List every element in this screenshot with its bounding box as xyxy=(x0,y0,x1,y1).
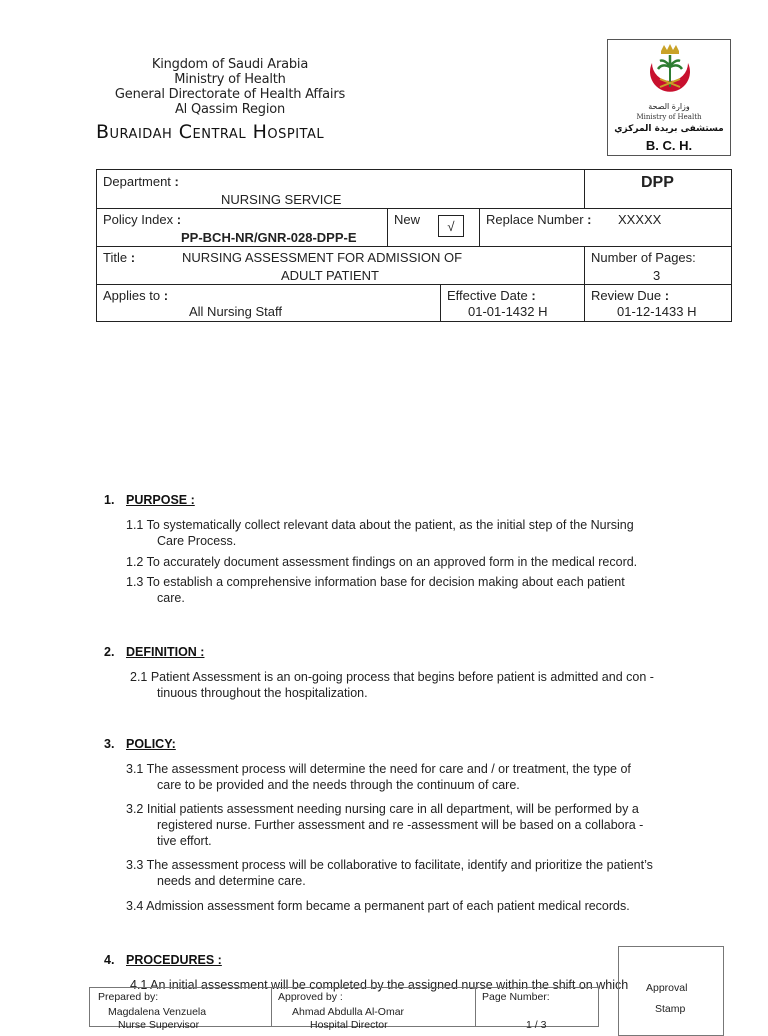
effective-date-label: Effective Date xyxy=(447,288,528,303)
dpp-cell xyxy=(584,169,732,209)
header-line-ministry: Ministry of Health xyxy=(174,72,286,87)
approved-by-role: Hospital Director xyxy=(310,1019,388,1031)
department-value: NURSING SERVICE xyxy=(221,192,342,207)
dpp-label: DPP xyxy=(641,174,674,191)
policy-index-cell: Policy Index : PP-BCH-NR/GNR-028-DPP-E xyxy=(96,208,388,247)
number-of-pages-value: 3 xyxy=(653,268,661,283)
applies-to-label: Applies to xyxy=(103,288,161,303)
replace-number-label: Replace Number xyxy=(486,212,584,227)
header-line-directorate: General Directorate of Health Affairs xyxy=(114,87,346,102)
prepared-by-role: Nurse Supervisor xyxy=(118,1019,200,1031)
definition-item-1: 2.1 Patient Assessment is an on-going process that begins before patient is admitted and con - tinuous throughout the hospitalization. xyxy=(130,670,654,700)
title-value-line1: NURSING ASSESSMENT FOR ADMISSION OF xyxy=(182,250,463,265)
logo-arabic-ministry: وزارة الصحة xyxy=(648,102,690,111)
ministry-logo-box xyxy=(607,39,731,156)
new-checkbox xyxy=(438,215,464,237)
new-label: New xyxy=(394,212,421,227)
approved-by-label: Approved by : xyxy=(278,991,343,1003)
department-cell: Department : NURSING SERVICE xyxy=(96,169,585,209)
title-cell: Title : NURSING ASSESSMENT FOR ADMISSION OF ADULT PATIENT xyxy=(96,246,585,285)
effective-date-value: 01-01-1432 H xyxy=(468,304,548,319)
replace-number-value: XXXXX xyxy=(618,212,662,227)
number-of-pages-label: Number of Pages: xyxy=(591,250,696,265)
applies-to-value: All Nursing Staff xyxy=(189,304,282,319)
approved-by-name: Ahmad Abdulla Al-Omar xyxy=(292,1006,405,1018)
approved-by-cell xyxy=(271,987,476,1031)
page-number-label: Page Number: xyxy=(482,991,550,1003)
effective-date-cell: Effective Date : 01-01-1432 H xyxy=(440,284,585,322)
page-number-value: 1 / 3 xyxy=(526,1019,547,1031)
new-cell xyxy=(387,208,480,247)
policy-metadata-table xyxy=(96,169,732,322)
ministry-emblem-icon xyxy=(640,43,700,101)
policy-index-value: PP-BCH-NR/GNR-028-DPP-E xyxy=(181,230,357,245)
review-due-cell: Review Due : 01-12-1433 H xyxy=(584,284,732,322)
policy-item-2: 3.2 Initial patients assessment needing nursing care in all department, will be performed by a registered nurse. Further assessment and re -assessment will be based on a collabora - tive effort. xyxy=(126,802,644,848)
approval-stamp-label-2: Stamp xyxy=(655,1003,686,1015)
procedures-item-1: 4.1 An initial assessment will be completed by the assigned nurse within the shift on which xyxy=(130,978,629,992)
hospital-name: Buraidah Central Hospital xyxy=(96,121,325,143)
title-label: Title xyxy=(103,250,128,265)
approval-stamp-box xyxy=(618,946,724,1036)
title-value-line2: ADULT PATIENT xyxy=(281,268,379,283)
review-due-label: Review Due xyxy=(591,288,662,303)
purpose-item-1: 1.1 To systematically collect relevant data about the patient, as the initial step of the Nursing Care Process. xyxy=(126,518,634,548)
prepared-by-name: Magdalena Venzuela xyxy=(108,1006,207,1018)
purpose-item-2: 1.2 To accurately document assessment findings on an approved form in the medical record. xyxy=(126,555,638,569)
applies-to-cell: Applies to : All Nursing Staff xyxy=(96,284,441,322)
approval-stamp-label: Approval xyxy=(646,982,688,994)
policy-index-label: Policy Index xyxy=(103,212,174,227)
number-of-pages-cell xyxy=(584,246,732,285)
signature-footer xyxy=(89,987,599,1031)
purpose-item-3: 1.3 To establish a comprehensive information base for decision making about each patient care. xyxy=(126,575,625,605)
checkmark-icon: √ xyxy=(447,219,455,234)
logo-abbreviation: B. C. H. xyxy=(645,138,693,153)
policy-item-4: 3.4 Admission assessment form became a permanent part of each patient medical records. xyxy=(126,899,630,913)
logo-english-ministry: Ministry of Health xyxy=(636,113,702,121)
logo-arabic-hospital: مستشفى بريدة المركزي xyxy=(614,124,724,134)
header-line-kingdom: Kingdom of Saudi Arabia xyxy=(151,57,309,72)
page-number-cell xyxy=(475,987,599,1031)
department-label: Department xyxy=(103,174,171,189)
prepared-by-cell xyxy=(89,987,272,1031)
review-due-value: 01-12-1433 H xyxy=(617,304,697,319)
policy-item-3: 3.3 The assessment process will be collaborative to facilitate, identify and prioritize the patient’s needs and determine care. xyxy=(126,858,653,888)
policy-item-1: 3.1 The assessment process will determine the need for care and / or treatment, the type of care to be provided and the needs through the continuum of care. xyxy=(126,762,631,792)
prepared-by-label: Prepared by: xyxy=(98,991,159,1003)
header-line-region: Al Qassim Region xyxy=(174,102,286,117)
replace-number-cell: Replace Number : XXXXX xyxy=(479,208,732,247)
